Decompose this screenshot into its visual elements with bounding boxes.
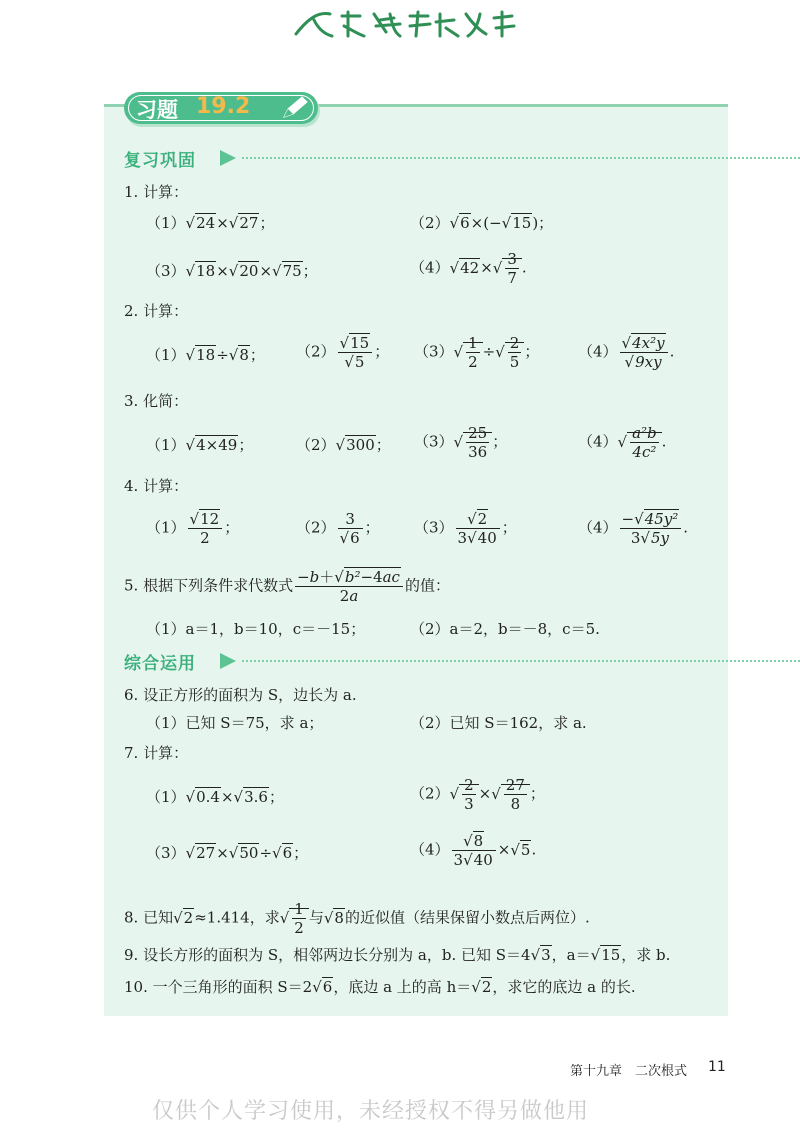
section-review-label: 复习巩固 [124,151,196,171]
problem-7-part-4: （4） √ $\frac{8}{3√ 40}$ ×√ 5. [410,832,536,869]
problem-3-part-1: （1）√ 4×49； [146,436,253,454]
problem-10: 10. 一个三角形的面积 S＝2√ 6，底边 a 上的高 h＝√ 2，求它的底边 a 的长. [124,978,636,996]
problem-4-part-1: （1） √ $\frac{12}{2}$ ； [146,510,239,547]
watermark: 仅供个人学习使用，未经授权不得另做他用 [152,1099,590,1124]
problem-6-part-2: （2）已知 S＝162，求 a. [410,714,587,732]
exercise-panel [104,104,728,1016]
problem-4-part-3: （3） √ $\frac{2}{3√ 40}$ ； [414,510,517,547]
section-divider [242,660,800,662]
pencil-icon [280,95,310,121]
problem-1-part-4: （4）√ 42× √ $\frac{3}{7}$ . [410,250,527,287]
problem-7-part-3: （3）√ 27×√ 50÷√ 6； [146,844,308,862]
problem-4-part-2: （2） 3 √ 6 ； [296,510,380,547]
publisher-logo [290,6,520,42]
problem-2: 2. 计算： [124,302,189,320]
problem-1-part-2: （2）√ 6×(−√ 15)； [410,214,553,232]
chapter-footer: 第十九章 二次根式 [570,1064,688,1079]
problem-5-part-1: （1）a＝1，b＝10，c＝－15； [146,620,366,638]
problem-6: 6. 设正方形的面积为 S，边长为 a. [124,686,357,704]
problem-1-part-1: （1）√ 24×√ 27； [146,214,274,232]
problem-3-part-4: （4） √ $\frac{\text{a²b}}{\text{4c²}}$ . [578,424,666,461]
problem-8: 8. 已知√ 2≈1.414，求 √ $\frac{1}{2}$ 与√ 8的近似值（结果保留小数点后两位）. [124,900,590,937]
page-number: 11 [708,1059,726,1075]
problem-2-part-2: （2） √ 15 √ 5 ； [296,334,389,371]
problem-3-part-2: （2）√ 300； [296,436,391,454]
badge-number: 19.2 [196,94,251,119]
problem-7-part-2: （2） √ $\frac{2}{3}$ × √ $\frac{27}{8}$ ； [410,776,545,813]
problem-2-part-3: （3） √ $\frac{1}{2}$ ÷ √ $\frac{2}{5}$ ； [414,334,539,371]
section-arrow-icon [220,653,236,669]
problem-3-part-3: （3） √ $\frac{25}{36}$ ； [414,424,507,461]
problem-1-part-3: （3）√ 18×√ 20×√ 75； [146,262,318,280]
problem-4-part-4: （4） $\frac{\text{−√ 45y²}}{3√ 5y}$ . [578,510,688,547]
section-apply [124,649,724,673]
problem-2-part-4: （4） √ 4x²y √ 9xy . [578,334,674,371]
problem-3: 3. 化简： [124,392,189,410]
problem-2-part-1: （1）√ 18÷√ 8； [146,346,265,364]
section-apply-label: 综合运用 [124,654,196,674]
section-divider [242,157,800,159]
problem-7-part-1: （1）√ 0.4×√ 3.6； [146,788,284,806]
problem-9: 9. 设长方形的面积为 S，相邻两边长分别为 a，b. 已知 S＝4√ 3，a＝√ 15，求 b. [124,946,670,964]
problem-4: 4. 计算： [124,477,189,495]
problem-7: 7. 计算： [124,744,189,762]
problem-5: 5. 根据下列条件求代数式 $\frac{\text{−b＋√ b²−4ac}}{2a}$ 的值： [124,568,450,605]
section-review [124,146,724,170]
section-arrow-icon [220,150,236,166]
problem-1: 1. 计算： [124,183,189,201]
problem-6-part-1: （1）已知 S＝75，求 a； [146,714,324,732]
problem-5-part-2: （2）a＝2，b＝－8，c＝5. [410,620,600,638]
badge-title: 习题 [136,98,178,122]
